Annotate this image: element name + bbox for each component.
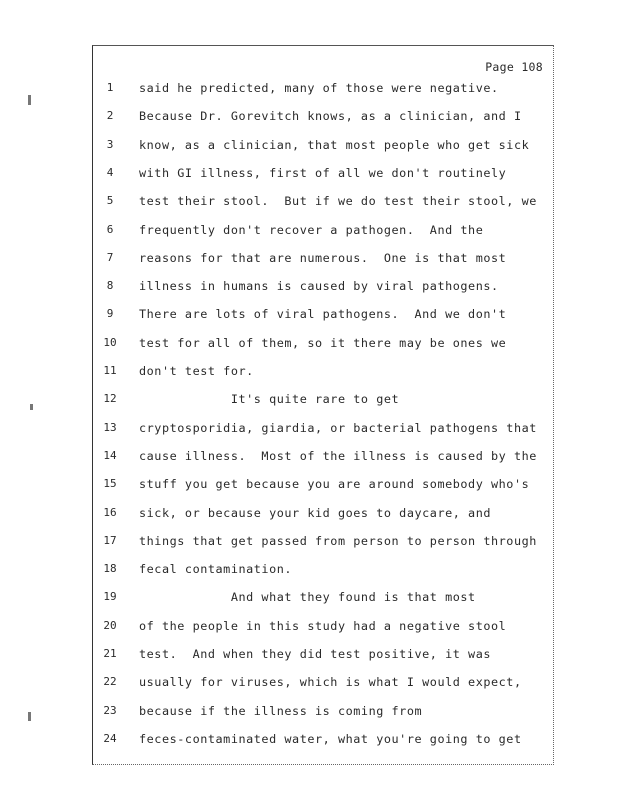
transcript-line <box>93 418 553 438</box>
transcript-line <box>93 729 553 749</box>
line-text: cause illness. Most of the illness is caused by the <box>139 448 537 463</box>
line-number: 22 <box>103 675 117 689</box>
line-text: illness in humans is caused by viral pathogens. <box>139 279 499 294</box>
line-text: frequently don't recover a pathogen. And the <box>139 222 484 237</box>
line-text: Because Dr. Gorevitch knows, as a clinician, and I <box>139 109 522 124</box>
line-number: 15 <box>103 477 117 491</box>
line-number: 16 <box>103 505 117 519</box>
page-number: Page 108 <box>485 60 543 74</box>
line-text: test. And when they did test positive, it was <box>139 647 492 661</box>
transcript-line <box>93 474 553 494</box>
margin-mark <box>28 712 31 721</box>
transcript-line <box>93 616 553 636</box>
line-number: 14 <box>103 448 117 462</box>
transcript-line <box>93 191 553 211</box>
line-text: cryptosporidia, giardia, or bacterial pathogens that <box>139 420 537 435</box>
line-text: And what they found is that most <box>139 590 476 605</box>
line-text: reasons for that are numerous. One is that most <box>139 250 507 265</box>
line-text: said he predicted, many of those were negative. <box>139 81 499 95</box>
transcript-line <box>93 135 553 155</box>
transcript-line <box>93 106 553 126</box>
transcript-line <box>93 446 553 466</box>
transcript-line <box>93 559 553 579</box>
transcript-line <box>93 531 553 551</box>
transcript-line <box>93 163 553 183</box>
line-text: fecal contamination. <box>139 562 293 577</box>
line-number: 5 <box>106 194 114 208</box>
line-number: 9 <box>106 307 114 321</box>
line-number: 19 <box>103 590 117 604</box>
transcript-line <box>93 248 553 268</box>
line-number: 13 <box>103 420 117 434</box>
transcript-line <box>93 587 553 607</box>
transcript-line <box>93 644 553 664</box>
line-number: 12 <box>103 392 117 406</box>
line-text: things that get passed from person to person through <box>139 533 537 548</box>
transcript-line <box>93 389 553 409</box>
line-number: 23 <box>103 703 117 717</box>
line-text: stuff you get because you are around somebody who's <box>139 477 530 492</box>
line-number: 21 <box>103 647 117 660</box>
line-number: 1 <box>106 81 114 94</box>
margin-mark <box>28 95 31 105</box>
line-text: There are lots of viral pathogens. And we don't <box>139 307 507 322</box>
line-number: 8 <box>106 279 114 293</box>
line-number: 11 <box>103 364 117 377</box>
line-text: know, as a clinician, that most people who get sick <box>139 137 530 152</box>
line-number: 17 <box>103 533 117 547</box>
line-number: 10 <box>103 335 117 349</box>
transcript-line <box>93 503 553 523</box>
line-number: 7 <box>106 250 114 264</box>
line-text: don't test for. <box>139 364 254 378</box>
line-number: 3 <box>106 137 114 151</box>
line-text: with GI illness, first of all we don't routinely <box>139 165 507 180</box>
line-number: 18 <box>103 562 117 576</box>
line-number: 2 <box>106 109 114 123</box>
transcript-line <box>93 220 553 240</box>
transcript-line <box>93 361 553 381</box>
line-text: It's quite rare to get <box>139 392 400 407</box>
transcript-line <box>93 333 553 353</box>
transcript-page <box>92 45 554 765</box>
line-text: of the people in this study had a negative stool <box>139 618 507 633</box>
line-text: because if the illness is coming from <box>139 703 423 718</box>
margin-mark <box>30 404 33 410</box>
transcript-line <box>93 78 553 98</box>
transcript-line <box>93 276 553 296</box>
line-text: test their stool. But if we do test their stool, we <box>139 194 537 209</box>
line-number: 6 <box>106 222 114 236</box>
line-text: test for all of them, so it there may be ones we <box>139 335 507 350</box>
transcript-line <box>93 701 553 721</box>
line-text: feces-contaminated water, what you're going to get <box>139 731 522 746</box>
transcript-line <box>93 304 553 324</box>
line-number: 4 <box>106 165 114 179</box>
line-number: 24 <box>103 731 117 745</box>
transcript-line <box>93 672 553 692</box>
line-text: usually for viruses, which is what I would expect, <box>139 675 522 690</box>
line-number: 20 <box>103 618 117 632</box>
line-text: sick, or because your kid goes to daycare, and <box>139 505 492 520</box>
